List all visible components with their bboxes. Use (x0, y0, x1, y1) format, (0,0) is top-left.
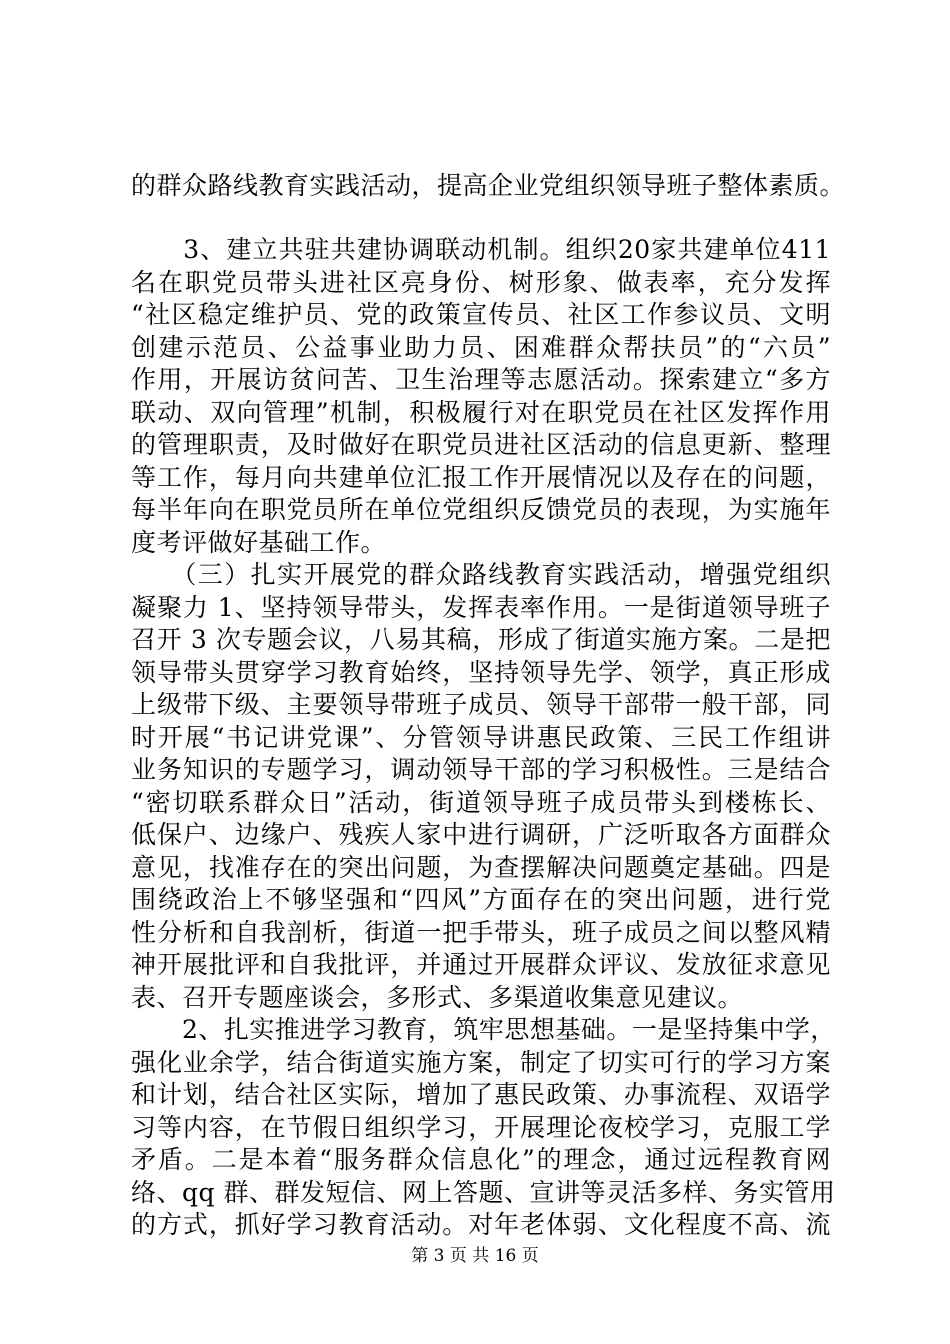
text-line: 强化业余学，结合街道实施方案，制定了切实可行的学习方案 (131, 1047, 831, 1077)
text-line: 神开展批评和自我批评，并通过开展群众评议、发放征求意见 (131, 950, 831, 979)
text-line: 作用，开展访贫问苦、卫生治理等志愿活动。探索建立“多方 (131, 365, 831, 394)
text-line: 性分析和自我剖析，街道一把手带头，班子成员之间以整风精 (131, 917, 831, 947)
text-line: 联动、双向管理”机制，积极履行对在职党员在社区发挥作用 (131, 397, 831, 427)
text-line: 召开 3 次专题会议，八易其稿，形成了街道实施方案。二是把 (131, 625, 831, 654)
text-line: 等工作，每月向共建单位汇报工作开展情况以及存在的问题， (131, 462, 831, 492)
text-line: 意见，找准存在的突出问题，为查摆解决问题奠定基础。四是 (131, 852, 831, 882)
text-line: “密切联系群众日”活动，街道领导班子成员带头到楼栋长、 (131, 787, 831, 817)
text-line: 凝聚力 1、坚持领导带头，发挥表率作用。一是街道领导班子 (131, 592, 831, 622)
text-line: 和计划，结合社区实际，增加了惠民政策、办事流程、双语学 (131, 1080, 831, 1109)
text-line: 低保户、边缘户、残疾人家中进行调研，广泛听取各方面群众 (131, 820, 831, 849)
text-line: 3、建立共驻共建协调联动机制。组织20家共建单位411 (131, 235, 831, 264)
text-line: 上级带下级、主要领导带班子成员、领导干部带一般干部，同 (131, 690, 831, 719)
text-line: （三）扎实开展党的群众路线教育实践活动，增强党组织 (131, 560, 831, 589)
text-line: 业务知识的专题学习，调动领导干部的学习积极性。三是结合 (131, 755, 831, 784)
text-line: 时开展“书记讲党课”、分管领导讲惠民政策、三民工作组讲 (131, 722, 831, 752)
text-line: 的方式，抓好学习教育活动。对年老体弱、文化程度不高、流 (131, 1210, 831, 1239)
text-line: 的管理职责，及时做好在职党员进社区活动的信息更新、整理 (131, 430, 831, 459)
text-line: 表、召开专题座谈会，多形式、多渠道收集意见建议。 (131, 982, 744, 1012)
text-line: 矛盾。二是本着“服务群众信息化”的理念，通过远程教育网 (131, 1145, 831, 1174)
text-line: 每半年向在职党员所在单位党组织反馈党员的表现，为实施年 (131, 495, 831, 524)
text-line: 习等内容，在节假日组织学习，开展理论夜校学习，克服工学 (131, 1112, 831, 1142)
top-paragraph-tail (131, 170, 846, 203)
text-line: 度考评做好基础工作。 (131, 527, 387, 557)
text-line: 络、qq 群、群发短信、网上答题、宣讲等灵活多样、务实管用 (131, 1177, 836, 1207)
text-line: 创建示范员、公益事业助力员、困难群众帮扶员”的“六员” (131, 332, 831, 362)
text-line: 名在职党员带头进社区亮身份、树形象、做表率，充分发挥 (131, 267, 831, 297)
text-line: “社区稳定维护员、党的政策宣传员、社区工作参议员、文明 (131, 300, 831, 329)
page-footer: 第 3 页 共 16 页 (411, 1246, 539, 1266)
text-line: 围绕政治上不够坚强和“四风”方面存在的突出问题，进行党 (131, 885, 831, 914)
text-line: 领导带头贯穿学习教育始终，坚持领导先学、领学，真正形成 (131, 657, 831, 687)
main-body-text (131, 234, 836, 1242)
text-line: 的群众路线教育实践活动，提高企业党组织领导班子整体素质。 (131, 171, 846, 200)
text-line: 2、扎实推进学习教育，筑牢思想基础。一是坚持集中学， (131, 1015, 836, 1044)
